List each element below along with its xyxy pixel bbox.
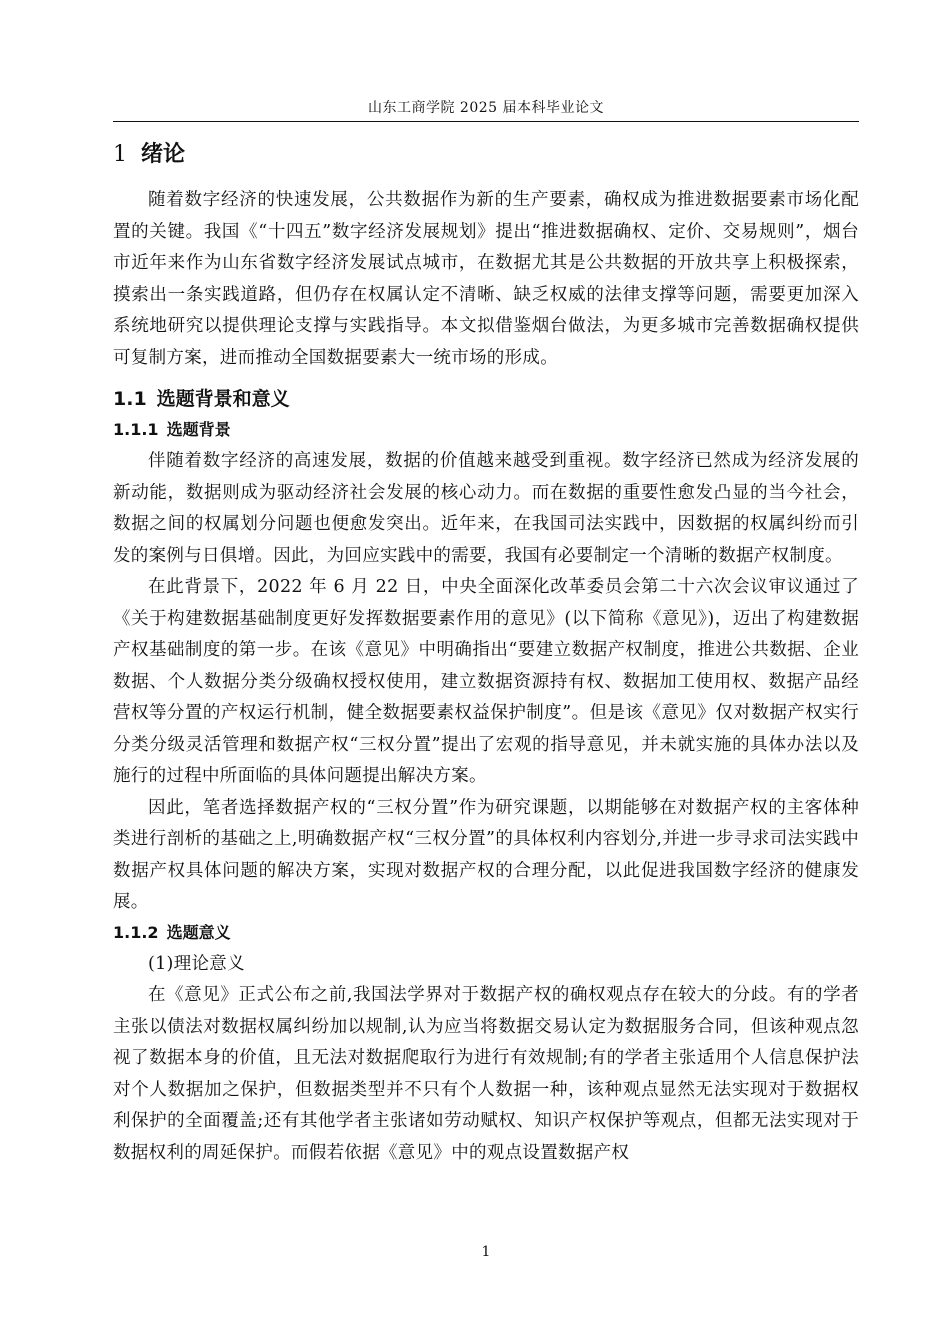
section-number: 1.1 [113,388,147,410]
background-paragraph-2: 在此背景下，2022 年 6 月 22 日，中央全面深化改革委员会第二十六次会议审议通过了《关于构建数据基础制度更好发挥数据要素作用的意见》(以下简称《意见》)，迈出了构建数据产权基础制度的第一步。在该《意见》中明确指出“要建立数据产权制度，推进公共数据、企业数据、个人数据分类分级确权授权使用，建立数据资源持有权、数据加工使用权、数据产品经营权等分置的产权运行机制，健全数据要素权益保护制度”。但是该《意见》仅对数据产权实行分类分级灵活管理和数据产权“三权分置”提出了宏观的指导意见，并未就实施的具体办法以及施行的过程中所面临的具体问题提出解决方案。 [113,577,859,786]
chapter-heading [113,138,859,171]
significance-paragraph-1: 在《意见》正式公布之前,我国法学界对于数据产权的确权观点存在较大的分歧。有的学者主张以债法对数据权属纠纷加以规制,认为应当将数据交易认定为数据服务合同，但该种观点忽视了数据本身的价值，且无法对数据爬取行为进行有效规制;有的学者主张适用个人信息保护法对个人数据加之保护，但数据类型并不只有个人数据一种，该种观点显然无法实现对于数据权利保护的全面覆盖;还有其他学者主张诸如劳动赋权、知识产权保护等观点，但都无法实现对于数据权利的周延保护。而假若依据《意见》中的观点设置数据产权 [113,985,859,1163]
intro-paragraph: 随着数字经济的快速发展，公共数据作为新的生产要素，确权成为推进数据要素市场化配置的关键。我国《“十四五”数字经济发展规划》提出“推进数据确权、定价、交易规则”，烟台市近年来作为山东省数字经济发展试点城市，在数据尤其是公共数据的开放共享上积极探索，摸索出一条实践道路，但仍存在权属认定不清晰、缺乏权威的法律支撑等问题，需要更加深入系统地研究以提供理论支撑与实践指导。本文拟借鉴烟台做法，为更多城市完善数据确权提供可复制方案，进而推动全国数据要素大一统市场的形成。 [113,190,859,368]
subsection-number: 1.1.2 [113,922,159,942]
running-header: 山东工商学院 2025 届本科毕业论文 [367,100,605,116]
header-rule [113,121,859,122]
subsection-title: 选题背景 [166,420,231,439]
subsection-heading-1-1-2 [113,919,859,947]
section-heading-1-1 [113,384,859,414]
chapter-number: 1 [113,142,127,167]
page-body [113,138,859,1169]
subsection-number: 1.1.1 [113,420,159,439]
subsection-heading-1-1-1 [113,416,859,444]
chapter-title: 绪论 [141,141,186,167]
section-title: 选题背景和意义 [156,388,290,410]
page-number: 1 [481,1244,491,1260]
background-paragraph-3: 因此，笔者选择数据产权的“三权分置”作为研究课题，以期能够在对数据产权的主客体种类进行剖析的基础之上,明确数据产权“三权分置”的具体权利内容划分,并进一步寻求司法实践中数据产权具体问题的解决方案，实现对数据产权的合理分配，以此促进我国数字经济的健康发展。 [113,797,859,912]
background-paragraph-1: 伴随着数字经济的高速发展，数据的价值越来越受到重视。数字经济已然成为经济发展的新动能，数据则成为驱动经济社会发展的核心动力。而在数据的重要性愈发凸显的当今社会，数据之间的权属划分问题也便愈发突出。近年来，在我国司法实践中，因数据的权属纠纷而引发的案例与日俱增。因此，为回应实践中的需要，我国有必要制定一个清晰的数据产权制度。 [113,451,859,566]
subsection-title: 选题意义 [166,922,231,942]
theory-significance-subheading: (1)理论意义 [148,953,245,974]
